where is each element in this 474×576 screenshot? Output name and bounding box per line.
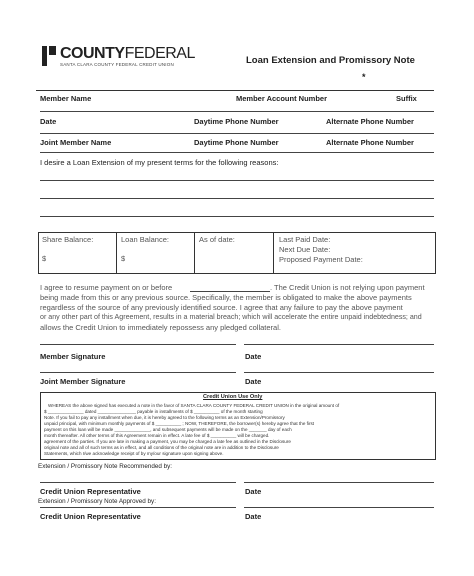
last-paid-date-label: Last Paid Date: [279, 235, 331, 244]
reasons-prompt: I desire a Loan Extension of my present terms for the following reasons: [40, 158, 279, 167]
required-asterisk: * [362, 72, 366, 82]
rep-2-date-line[interactable] [244, 507, 434, 508]
approved-by-label: Extension / Promissory Note Approved by: [38, 498, 156, 505]
logo-subtitle: SANTA CLARA COUNTY FEDERAL CREDIT UNION [60, 62, 174, 67]
rep-1-label: Credit Union Representative [40, 487, 141, 496]
reason-line-2[interactable] [40, 198, 434, 199]
joint-member-field[interactable] [40, 152, 434, 153]
rep-1-date-label: Date [245, 487, 262, 496]
proposed-payment-date-label: Proposed Payment Date: [279, 255, 363, 264]
as-of-date-label: As of date: [199, 235, 235, 244]
cu-line-2: $ ______________ dated _______________ payable in installments of $ __________ of the month starting [44, 409, 263, 414]
rep-1-date-line[interactable] [244, 482, 434, 483]
loan-balance-label: Loan Balance: [121, 235, 169, 244]
suffix-label: Suffix [396, 94, 417, 103]
rep-1-signature-line[interactable] [40, 482, 236, 483]
member-signature-date-line[interactable] [244, 344, 434, 345]
member-signature-date-label: Date [245, 352, 262, 361]
joint-member-name-label: Joint Member Name [40, 138, 112, 147]
member-signature-line[interactable] [40, 344, 236, 345]
recommended-by-label: Extension / Promissory Note Recommended by: [38, 463, 173, 470]
balances-divider-1 [116, 232, 117, 273]
share-balance-dollar: $ [42, 254, 47, 263]
joint-daytime-phone-label: Daytime Phone Number [194, 138, 279, 147]
rep-2-label: Credit Union Representative [40, 512, 141, 521]
member-account-number-label: Member Account Number [236, 94, 327, 103]
alternate-phone-label: Alternate Phone Number [326, 117, 414, 126]
reason-line-1[interactable] [40, 180, 434, 181]
joint-signature-date-label: Date [245, 377, 262, 386]
agreement-line-1a: I agree to resume payment on or before [40, 283, 173, 292]
agreement-line-3: regardless of the source of any previously identified source. I agree that any failure to pay the above payment [40, 303, 403, 312]
cu-line-8: original note and all of such terms as in effect, and all conditions of the original note are in addition to the Disclosure [44, 445, 279, 450]
date-label: Date [40, 117, 57, 126]
balances-divider-2 [194, 232, 195, 273]
logo-wordmark: COUNTYFEDERAL [60, 45, 195, 62]
rep-2-signature-line[interactable] [40, 507, 236, 508]
member-signature-label: Member Signature [40, 352, 106, 361]
form-top-rule [36, 90, 434, 91]
member-name-field[interactable] [40, 111, 434, 112]
resume-payment-date-field[interactable] [190, 291, 270, 292]
joint-signature-date-line[interactable] [244, 372, 434, 373]
balances-divider-3 [273, 232, 274, 273]
next-due-date-label: Next Due Date: [279, 245, 331, 254]
cu-line-5: payment on this loan will be made ______________, and subsequent payments will be made on the _______ day of each [44, 427, 292, 432]
agreement-line-1b: . The Credit Union is not relying upon payment [270, 283, 425, 292]
cu-line-4: unpaid principal, with minimum monthly payments of $ __________ ; NOW, THEREFORE, the borrower(s) hereby agree that the first [44, 421, 315, 426]
balances-box [38, 232, 436, 274]
county-federal-logo-mark-icon [42, 46, 56, 66]
agreement-line-5: allows the Credit Union to immediately repossess any pledged collateral. [40, 323, 281, 332]
share-balance-label: Share Balance: [42, 235, 94, 244]
date-phone-field[interactable] [40, 133, 434, 134]
agreement-line-2: being made from this or any previous source. Specifically, the member is obligated to make the above payments [40, 293, 412, 302]
reason-line-3[interactable] [40, 216, 434, 217]
joint-signature-line[interactable] [40, 372, 236, 373]
member-name-label: Member Name [40, 94, 92, 103]
document-title: Loan Extension and Promissory Note [246, 55, 415, 66]
cu-line-1: WHEREAS the above signed has executed a note in the favor of SANTA CLARA COUNTY FEDERAL CREDIT UNION in the original amount of [48, 403, 340, 408]
rep-2-date-label: Date [245, 512, 262, 521]
credit-union-use-title: Credit Union Use Only [203, 394, 263, 400]
cu-line-6: month thereafter. All other terms of this Agreement remain in effect. A late fee of $ __________ will be charged. [44, 433, 270, 438]
agreement-line-4: or any other part of this Agreement, results in a material breach; which will accelerate the entire unpaid indebtedness; and [40, 313, 422, 321]
loan-balance-dollar: $ [121, 254, 126, 263]
daytime-phone-label: Daytime Phone Number [194, 117, 279, 126]
joint-alternate-phone-label: Alternate Phone Number [326, 138, 414, 147]
cu-line-7: agreement of the parties. If you are late in making a payment, you may be charged a late fee as outlined in the Disclosure [44, 439, 291, 444]
joint-member-signature-label: Joint Member Signature [40, 377, 126, 386]
cu-line-9: Statements, which I/we acknowledge receipt of by my/our signature upon signing above. [44, 451, 224, 456]
cu-line-3: Note. If you fail to pay any installment when due, it is hereby agreed to the following terms as an Extension/Promissory [44, 415, 285, 420]
